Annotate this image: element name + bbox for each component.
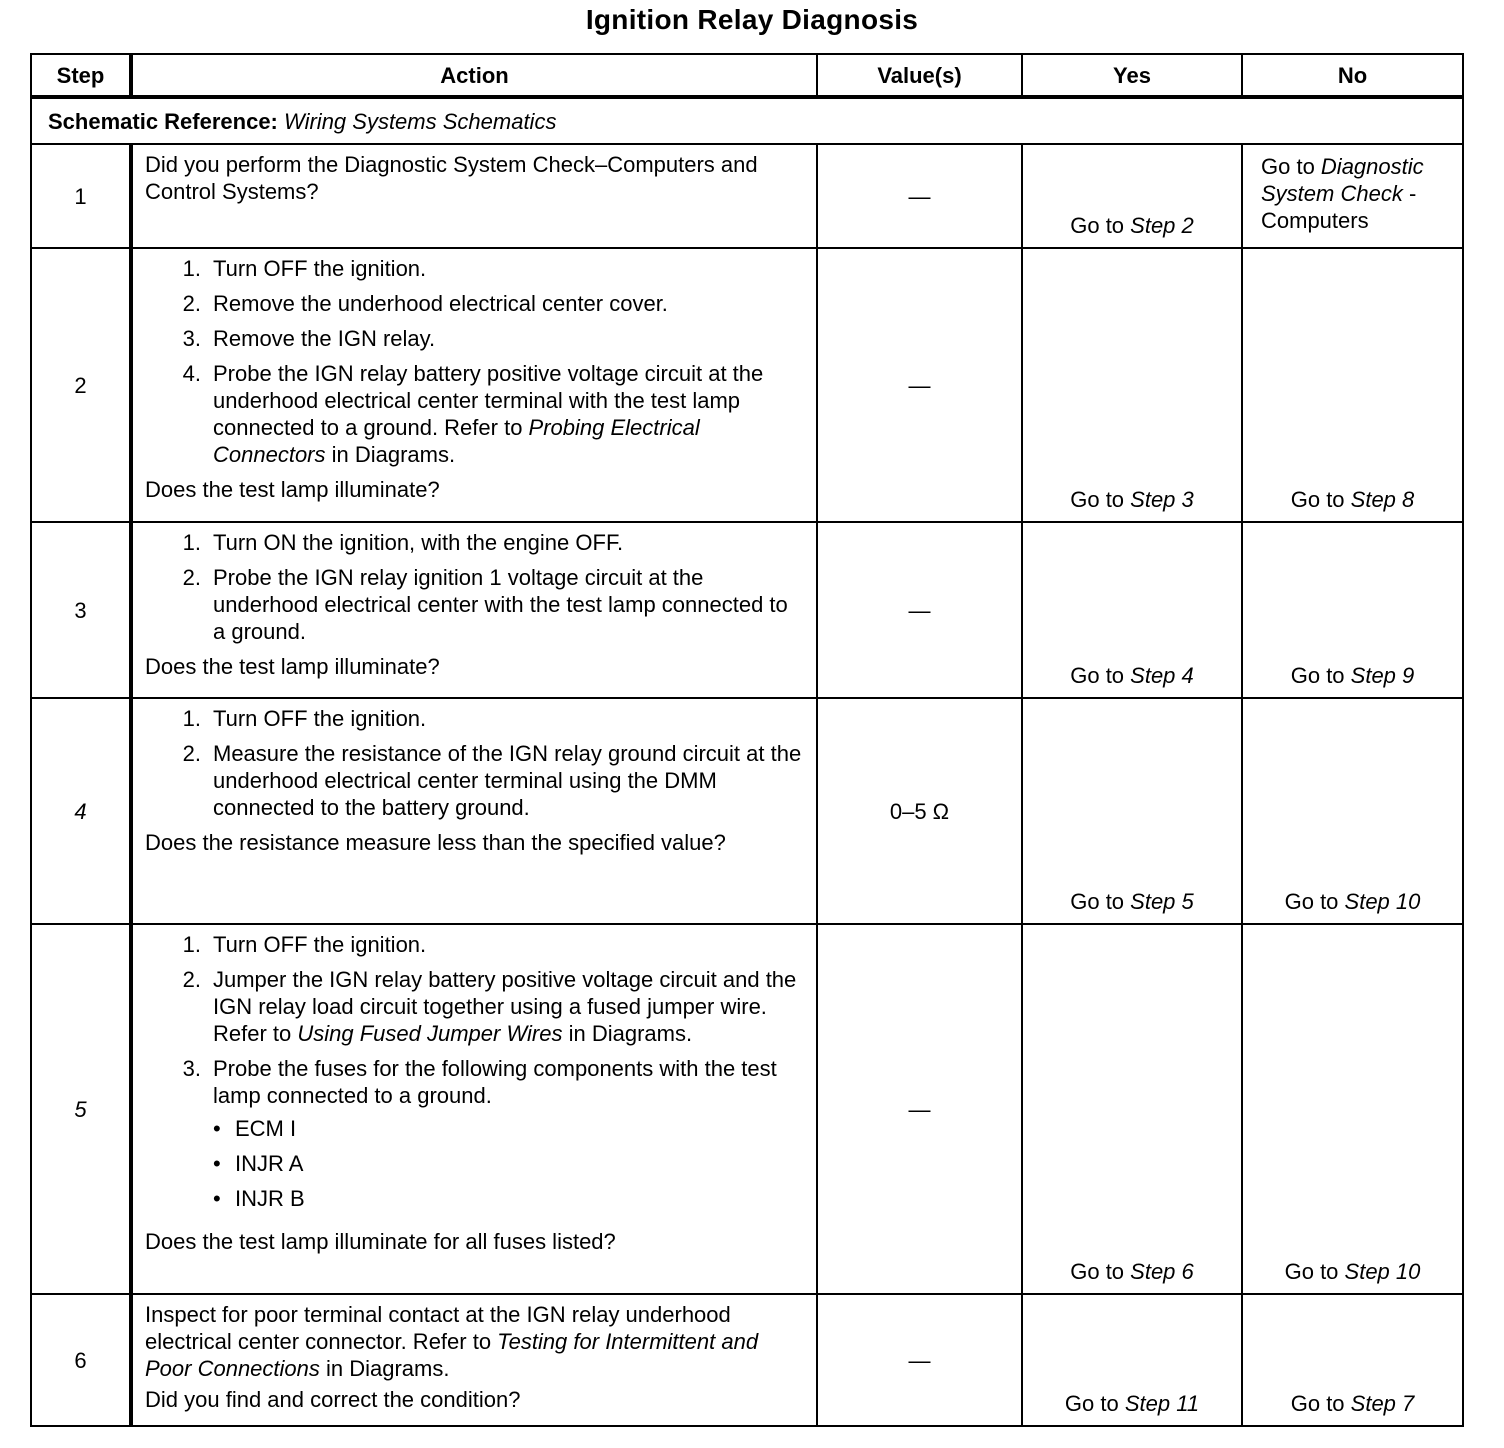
step-number: 6 [31,1294,131,1426]
question: Does the resistance measure less than the specified value? [145,830,726,855]
step-index: 2. [182,565,201,590]
value-cell: — [817,144,1022,248]
step-index: 1. [182,706,201,731]
yes-prefix: Go to [1064,1391,1125,1416]
action-step [145,564,806,645]
step-number [31,698,131,924]
table-row [31,144,1463,248]
yes-prefix: Go to [1070,213,1131,238]
step-index: 2. [182,291,201,316]
step-text: Turn ON the ignition, with the engine OFF. [213,530,624,555]
schematic-reference-row [31,97,1463,144]
no-step-link[interactable]: Step 10 [1344,889,1421,914]
fuse-list [213,1115,806,1212]
schematic-reference [31,97,1463,144]
step-text: Turn OFF the ignition. [213,256,427,281]
yes-cell [1022,1294,1242,1426]
yes-step-link[interactable]: Step 4 [1130,663,1194,688]
no-cell [1242,1294,1463,1426]
step-index: 1. [182,932,201,957]
bullet-icon: • [213,1151,221,1176]
no-step-link[interactable]: Step 8 [1350,487,1415,512]
fuse-name: ECM I [235,1116,297,1141]
yes-cell [1022,248,1242,522]
page-title: Ignition Relay Diagnosis [585,4,919,35]
header-step: Step [31,54,131,97]
yes-prefix: Go to [1070,889,1131,914]
action-text-main: Inspect for poor terminal contact at the IGN relay underhood electrical center connector. Refer to [145,1302,731,1354]
yes-cell [1022,522,1242,698]
question: Did you find and correct the condition? [145,1387,521,1412]
action-step [145,740,806,821]
reference-link[interactable]: Using Fused Jumper Wires [297,1021,563,1046]
no-step-link[interactable]: Step 10 [1344,1259,1421,1284]
fuse-name: INJR B [235,1186,305,1211]
action-steps [145,529,806,645]
question: Does the test lamp illuminate? [145,654,440,679]
table-row [31,248,1463,522]
yes-prefix: Go to [1070,487,1131,512]
header-row [31,54,1463,97]
no-cell [1242,522,1463,698]
action-text-after: in Diagrams. [319,1356,450,1381]
step-text [213,1055,806,1220]
no-cell [1242,924,1463,1294]
reference-link[interactable]: Probing Electrical Connectors [213,415,700,467]
header-values: Value(s) [817,54,1022,97]
step-text: Turn OFF the ignition. [213,932,427,957]
value-cell: — [817,522,1022,698]
action-cell [131,698,817,924]
no-step-link[interactable]: Step 9 [1350,663,1415,688]
action-steps [145,931,806,1220]
no-prefix: Go to [1290,663,1351,688]
schematic-link[interactable]: Wiring Systems Schematics [284,108,557,134]
step-number-text: 5 [74,1096,87,1122]
step-text-main: Probe the IGN relay battery positive voltage circuit at the underhood electrical center terminal with the test lamp connected to a ground. Refer to [213,361,764,440]
reference-link[interactable]: Testing for Intermittent and Poor Connections [145,1329,759,1381]
yes-cell [1022,698,1242,924]
no-prefix: Go to [1284,889,1345,914]
header-yes: Yes [1022,54,1242,97]
step-text [213,966,806,1047]
action-text: Did you perform the Diagnostic System Check–Computers and Control Systems? [145,152,758,204]
step-number-text: 4 [74,798,87,824]
step-index: 2. [182,741,201,766]
list-item [213,1115,806,1142]
yes-cell [1022,924,1242,1294]
action-cell [131,1294,817,1426]
step-text: Turn OFF the ignition. [213,706,427,731]
no-cell [1242,248,1463,522]
list-item [213,1150,806,1177]
header-action: Action [131,54,817,97]
question: Does the test lamp illuminate? [145,477,440,502]
action-text [145,1301,806,1382]
yes-prefix: Go to [1070,1259,1131,1284]
step-text [213,360,806,468]
table-row [31,1294,1463,1426]
step-index: 3. [182,326,201,351]
action-step [145,325,806,352]
no-prefix: Go to [1284,1259,1345,1284]
value-cell: — [817,248,1022,522]
step-index: 4. [182,361,201,386]
action-step [145,255,806,282]
no-prefix: Go to [1290,487,1351,512]
value-cell: 0–5 Ω [817,698,1022,924]
action-cell [131,522,817,698]
action-step [145,966,806,1047]
step-text-after: in Diagrams. [325,442,456,467]
bullet-icon: • [213,1186,221,1211]
table-row [31,698,1463,924]
schematic-label: Schematic Reference: [48,108,278,134]
value-cell: — [817,1294,1022,1426]
action-steps [145,255,806,468]
question: Does the test lamp illuminate for all fuses listed? [145,1229,616,1254]
step-number: 2 [31,248,131,522]
no-prefix: Go to [1261,154,1321,179]
step-number: 3 [31,522,131,698]
action-cell [131,924,817,1294]
step-index: 3. [182,1056,201,1081]
value-cell: — [817,924,1022,1294]
yes-step-link[interactable]: Step 2 [1130,213,1194,238]
table-row [31,924,1463,1294]
step-text-main: Jumper the IGN relay battery positive voltage circuit and the IGN relay load circuit together using a fused jumper wire. Refer to [213,967,797,1046]
bullet-icon: • [213,1116,221,1141]
step-text-main: Probe the fuses for the following components with the test lamp connected to a ground. [213,1056,777,1108]
table-row [31,522,1463,698]
step-index: 1. [182,256,201,281]
list-item [213,1185,806,1212]
no-cell [1242,144,1463,248]
yes-step-link[interactable]: Step 11 [1124,1391,1200,1416]
action-step [145,931,806,958]
fuse-name: INJR A [235,1151,304,1176]
action-steps [145,705,806,821]
yes-cell [1022,144,1242,248]
step-text: Measure the resistance of the IGN relay ground circuit at the underhood electrical center terminal using the DMM connected to the battery ground. [213,741,802,820]
step-text: Probe the IGN relay ignition 1 voltage circuit at the underhood electrical center with the test lamp connected to a ground. [213,565,788,644]
action-step [145,290,806,317]
no-cell [1242,698,1463,924]
action-step [145,529,806,556]
step-text: Remove the IGN relay. [213,326,436,351]
yes-step-link[interactable]: Step 5 [1130,889,1194,914]
step-text-after: in Diagrams. [562,1021,693,1046]
action-cell [131,144,817,248]
step-index: 1. [182,530,201,555]
no-step-link[interactable]: Step 7 [1350,1391,1415,1416]
no-step-link[interactable]: Diagnostic System Check [1261,154,1424,206]
action-cell [131,248,817,522]
yes-step-link[interactable]: Step 3 [1130,487,1194,512]
step-number: 1 [31,144,131,248]
action-step [145,705,806,732]
step-number [31,924,131,1294]
diagnosis-table [30,53,1464,1427]
yes-step-link[interactable]: Step 6 [1130,1259,1194,1284]
action-step [145,1055,806,1220]
no-prefix: Go to [1290,1391,1351,1416]
no-suffix: - Computers [1261,181,1417,233]
header-no: No [1242,54,1463,97]
step-index: 2. [182,967,201,992]
step-text: Remove the underhood electrical center cover. [213,291,668,316]
action-step [145,360,806,468]
yes-prefix: Go to [1070,663,1131,688]
